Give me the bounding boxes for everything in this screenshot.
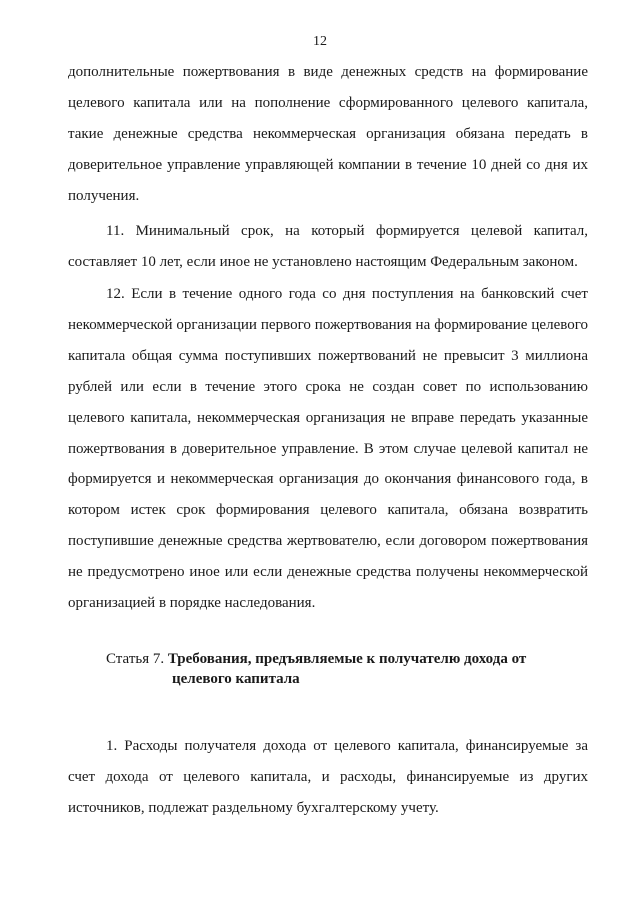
paragraph-continuation [68, 57, 588, 212]
page-number: 12 [313, 34, 327, 49]
paragraph-continuation-text: дополнительные пожертвования в виде денежных средств на формирование целевого капитала или на пополнение сформированного целевого капитала, такие денежные средства некоммерческая организация обязана передать в доверительное управление управляющей компании в течение 10 дней со дня их получения. [68, 64, 588, 204]
paragraph-11 [68, 216, 588, 278]
article-paragraph-1 [68, 731, 588, 824]
paragraph-12-text: 12. Если в течение одного года со дня поступления на банковский счет некоммерческой организации первого пожертвования на формирование целевого капитала общая сумма поступивших пожертвований не превысит 3 миллиона рублей или если в течение этого срока не создан совет по использованию целевого капитала, некоммерческая организация не вправе передать указанные пожертвования в доверительное управление. В этом случае целевой капитал не формируется и некоммерческая организация до окончания финансового года, в котором истек срок формирования целевого капитала, обязана возвратить поступившие денежные средства жертвователю, если договором пожертвования не предусмотрено иное или если денежные средства получены некоммерческой организацией в порядке наследования. [68, 286, 588, 612]
article-paragraph-1-text: 1. Расходы получателя дохода от целевого капитала, финансируемые за счет дохода от целевого капитала, и расходы, финансируемые из других источников, подлежат раздельному бухгалтерскому учету. [68, 738, 588, 816]
paragraph-11-text: 11. Минимальный срок, на который формируется целевой капитал, составляет 10 лет, если иное не установлено настоящим Федеральным законом. [68, 223, 588, 270]
article-heading [106, 649, 586, 689]
article-title-line1: Требования, предъявляемые к получателю дохода от [167, 651, 527, 667]
article-label: Статья 7. [106, 651, 165, 667]
paragraph-12 [68, 279, 588, 619]
article-title-line2: целевого капитала [172, 671, 300, 687]
